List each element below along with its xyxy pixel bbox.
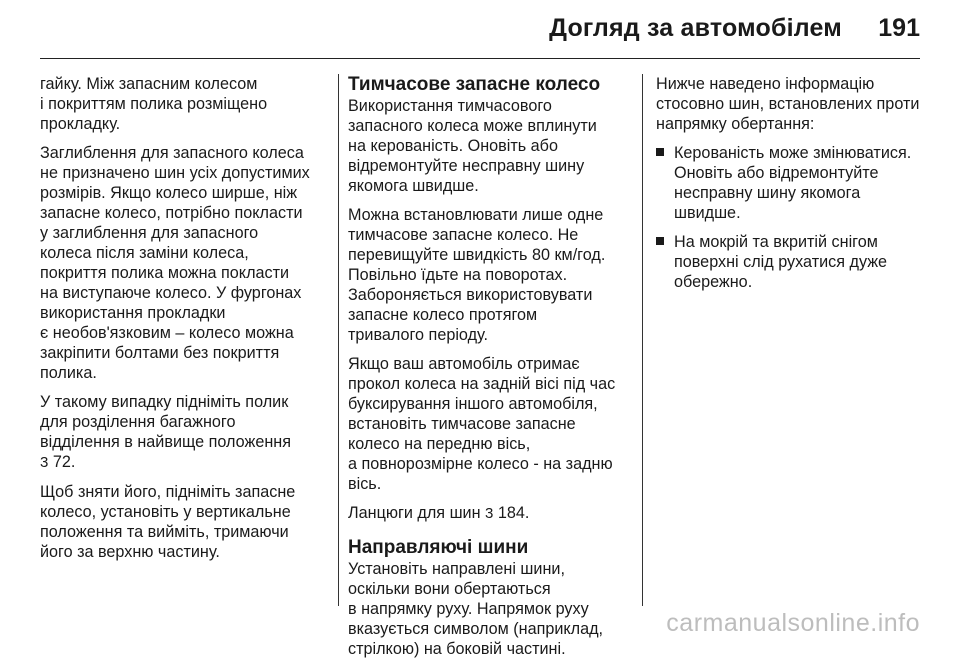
text-line: і покриттям полика розміщено bbox=[40, 95, 268, 113]
paragraph-snow-chains bbox=[348, 503, 632, 524]
text-line: обережно. bbox=[674, 273, 753, 291]
text-line: запасне колесо, потрібно покласти bbox=[40, 204, 303, 222]
text-line: поверхні слід рухатися дуже bbox=[674, 253, 888, 271]
square-bullet-icon bbox=[656, 148, 664, 156]
list-item bbox=[656, 232, 924, 292]
text-line: запасне колесо протягом bbox=[348, 306, 538, 324]
text-line: запасного колеса може вплинути bbox=[348, 117, 597, 135]
column-middle bbox=[348, 74, 632, 668]
text-line: на керованість. Оновіть або bbox=[348, 137, 558, 155]
text-line: тимчасове запасне колесо. Не bbox=[348, 226, 579, 244]
page-reference-number: 184. bbox=[497, 504, 530, 522]
text-line: розмірів. Якщо колесо ширше, ніж bbox=[40, 184, 298, 202]
square-bullet-icon bbox=[656, 237, 664, 245]
column-right bbox=[656, 74, 924, 301]
text-line: встановіть тимчасове запасне bbox=[348, 415, 576, 433]
text-line: гайку. Між запасним колесом bbox=[40, 75, 258, 93]
text-line: Щоб зняти його, підніміть запасне bbox=[40, 483, 296, 501]
column-left bbox=[40, 74, 330, 571]
text-line: для розділення багажного bbox=[40, 413, 236, 431]
text-line: є необов'язковим – колесо можна bbox=[40, 324, 294, 342]
page-reference-link[interactable] bbox=[40, 452, 330, 473]
text-line: вісь. bbox=[348, 475, 382, 493]
text-line: Нижче наведено інформацію bbox=[656, 75, 875, 93]
text-line: покриття полика можна покласти bbox=[40, 264, 290, 282]
text-line: прокладку. bbox=[40, 115, 121, 133]
paragraph-speed-limit bbox=[348, 205, 632, 345]
text-line: напрямку обертання: bbox=[656, 115, 815, 133]
text-line: Якщо ваш автомобіль отримає bbox=[348, 355, 580, 373]
text-line: а повнорозмірне колесо - на задню bbox=[348, 455, 613, 473]
page-number: 191 bbox=[878, 14, 920, 42]
paragraph-nut bbox=[40, 74, 330, 134]
text-line: якомога швидше. bbox=[348, 177, 479, 195]
text-line: закріпити болтами без покриття bbox=[40, 344, 280, 362]
text-line: його за верхню частину. bbox=[40, 543, 220, 561]
page-reference-icon: 3 bbox=[485, 505, 494, 522]
paragraph-floor bbox=[40, 392, 330, 473]
text-line: Використання тимчасового bbox=[348, 97, 552, 115]
paragraph-towing bbox=[348, 354, 632, 494]
text-line: колесо на передню вісь, bbox=[348, 435, 531, 453]
header-divider bbox=[40, 58, 920, 59]
text-line: Можна встановлювати лише одне bbox=[348, 206, 604, 224]
text-line: колеса після заміни колеса, bbox=[40, 244, 249, 262]
watermark-text: carmanualsonline.info bbox=[666, 609, 920, 637]
paragraph-temp-use bbox=[348, 96, 632, 196]
page-reference-number: 72. bbox=[52, 453, 76, 471]
text-line: не призначено шин усіх допустимих bbox=[40, 164, 310, 182]
text-line: колесо, установіть у вертикальне bbox=[40, 503, 291, 521]
column-divider-2 bbox=[642, 74, 643, 606]
page-header bbox=[0, 0, 960, 62]
text-line: несправну шину якомога bbox=[674, 184, 861, 202]
paragraph-remove bbox=[40, 482, 330, 562]
text-line: оскільки вони обертаються bbox=[348, 580, 551, 598]
text-line: На мокрій та вкритій снігом bbox=[674, 233, 878, 251]
text-line: швидше. bbox=[674, 204, 741, 222]
page-reference-icon: 3 bbox=[40, 454, 49, 471]
bullet-list bbox=[656, 143, 924, 292]
paragraph-well bbox=[40, 143, 330, 383]
text-line: використання прокладки bbox=[40, 304, 226, 322]
text-line: Оновіть або відремонтуйте bbox=[674, 164, 879, 182]
text-line: Установіть направлені шини, bbox=[348, 560, 565, 578]
text-line: прокол колеса на задній вісі під час bbox=[348, 375, 616, 393]
column-divider-1 bbox=[338, 74, 339, 606]
text-line: на виступаюче колесо. У фургонах bbox=[40, 284, 302, 302]
text-line: буксирування іншого автомобіля, bbox=[348, 395, 598, 413]
text-line: у заглиблення для запасного bbox=[40, 224, 259, 242]
text-line: відділення в найвище положення bbox=[40, 433, 291, 451]
text-line: вказується символом (наприклад, bbox=[348, 620, 604, 638]
text-line: стосовно шин, встановлених проти bbox=[656, 95, 920, 113]
text-line: Повільно їдьте на поворотах. bbox=[348, 266, 568, 284]
page-title: Догляд за автомобілем bbox=[549, 14, 842, 42]
text-line: положення та вийміть, тримаючи bbox=[40, 523, 289, 541]
text-line: Забороняється використовувати bbox=[348, 286, 593, 304]
text-line: перевищуйте швидкість 80 км/год. bbox=[348, 246, 606, 264]
text-line: Заглиблення для запасного колеса bbox=[40, 144, 304, 162]
text-line: тривалого періоду. bbox=[348, 326, 488, 344]
text-line: Ланцюги для шин bbox=[348, 504, 481, 522]
heading-directional-tyres: Направляючі шини bbox=[348, 537, 529, 558]
text-line: відремонтуйте несправну шину bbox=[348, 157, 585, 175]
text-line: в напрямку руху. Напрямок руху bbox=[348, 600, 589, 618]
text-line: У такому випадку підніміть полик bbox=[40, 393, 289, 411]
paragraph-intro bbox=[656, 74, 924, 134]
text-line: стрілкою) на боковій частині. bbox=[348, 640, 566, 658]
text-line: Керованість може змінюватися. bbox=[674, 144, 912, 162]
text-line: полика. bbox=[40, 364, 97, 382]
paragraph-directional bbox=[348, 559, 632, 659]
heading-temporary-spare: Тимчасове запасне колесо bbox=[348, 74, 601, 95]
list-item bbox=[656, 143, 924, 223]
page-reference-link[interactable] bbox=[485, 504, 529, 522]
